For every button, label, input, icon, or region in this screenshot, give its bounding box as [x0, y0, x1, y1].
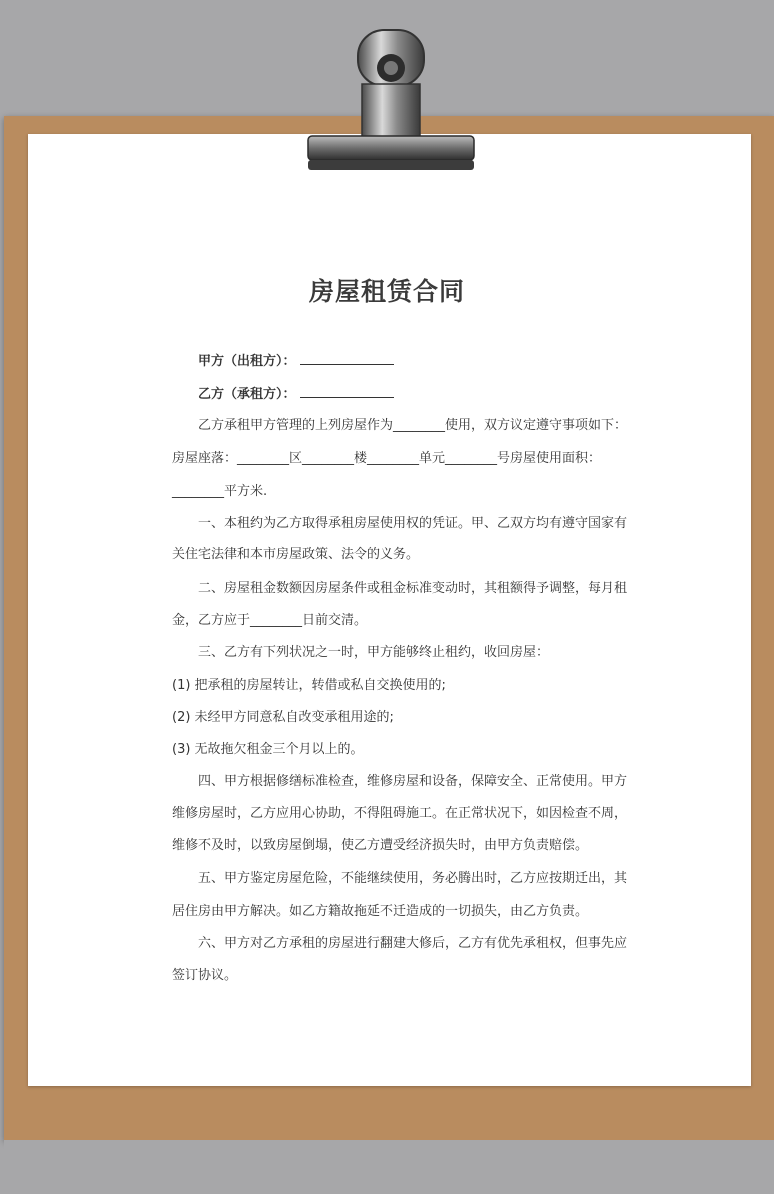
text-line: 二、房屋租金数额因房屋条件或租金标准变动时，其租额得予调整，每月租 [198, 581, 628, 596]
text-line: ________平方米. [172, 484, 268, 499]
text-line: 一、本租约为乙方取得承租房屋使用权的凭证。甲、乙双方均有遵守国家有 [198, 516, 628, 531]
text-line: 维修房屋时，乙方应用心协助，不得阻碍施工。在正常状况下，如因检查不周， [172, 806, 628, 821]
text-line: 居住房由甲方解决。如乙方籍故拖延不迁造成的一切损失，由乙方负责。 [172, 904, 589, 919]
text-line: (2) 未经甲方同意私自改变承租用途的; [172, 710, 394, 725]
text-line: 五、甲方鉴定房屋危险，不能继续使用，务必腾出时，乙方应按期迁出，其 [198, 871, 628, 886]
text-line: 关住宅法律和本市房屋政策、法令的义务。 [172, 547, 420, 562]
text-line: 三、乙方有下列状况之一时，甲方能够终止租约，收回房屋： [198, 645, 550, 660]
binder-clip-icon [300, 24, 480, 184]
text-line: 金，乙方应于________日前交清。 [172, 613, 368, 628]
text-line: 签订协议。 [172, 968, 238, 983]
text-line: 乙方承租甲方管理的上列房屋作为________使用，双方议定遵守事项如下： [198, 418, 628, 433]
contract-title: 房屋租赁合同 [308, 277, 465, 306]
party-b-field [198, 385, 638, 404]
text-line: (3) 无故拖欠租金三个月以上的。 [172, 742, 364, 757]
background [4, 1140, 774, 1194]
text-line: 房屋座落：________区________楼________单元________号房屋使用面积： [172, 451, 602, 466]
party-a-blank [300, 352, 394, 365]
party-a-field [198, 352, 638, 371]
party-b-blank [300, 385, 394, 398]
text-line: 维修不及时，以致房屋倒塌，使乙方遭受经济损失时，由甲方负责赔偿。 [172, 838, 589, 853]
party-a-label: 甲方（出租方）： [198, 354, 296, 369]
text-line: (1) 把承租的房屋转让，转借或私自交换使用的; [172, 678, 446, 693]
party-b-label: 乙方（承租方）： [198, 387, 296, 402]
text-line: 四、甲方根据修缮标准检查，维修房屋和设备，保障安全、正常使用。甲方 [198, 774, 628, 789]
text-line: 六、甲方对乙方承租的房屋进行翻建大修后，乙方有优先承租权，但事先应 [198, 936, 628, 951]
